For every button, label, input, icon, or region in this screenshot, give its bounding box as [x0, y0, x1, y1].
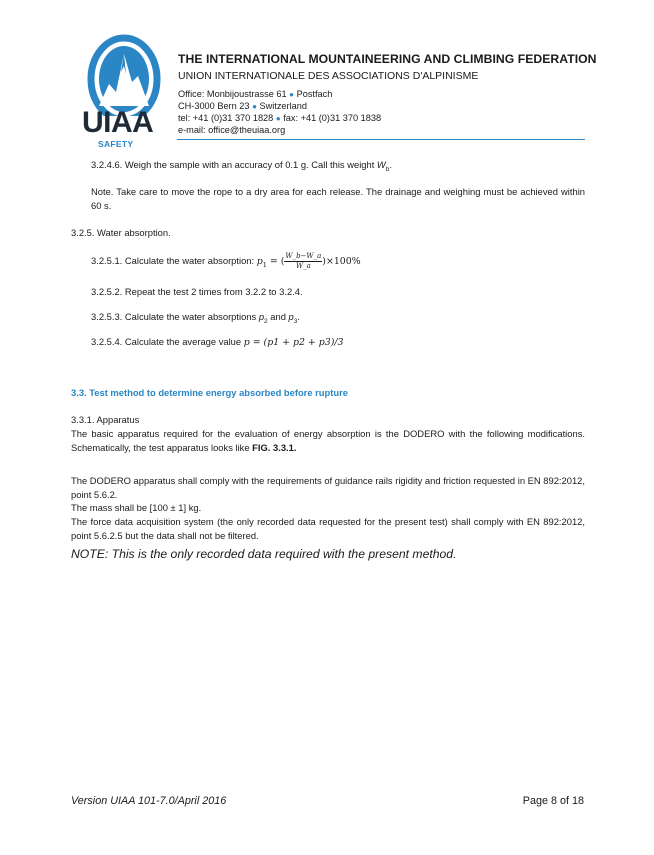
and-text: and	[267, 311, 289, 322]
para-text: 3.2.5.1. Calculate the water absorption:	[91, 254, 257, 266]
header-divider	[177, 139, 585, 140]
para-text: 3.2.5.4. Calculate the average value	[91, 336, 244, 347]
tel: tel: +41 (0)31 370 1828	[178, 113, 274, 123]
para-text: 3.2.4.6. Weigh the sample with an accuracy of 0.1 g. Call this weight	[91, 159, 377, 170]
address-country: Switzerland	[259, 101, 307, 111]
para-text: The basic apparatus required for the evaluation of energy absorption is the DODERO with the following modifications. Schematically, the test apparatus looks like	[71, 428, 585, 453]
safety-label: SAFETY	[98, 139, 134, 149]
weight-variable: W	[376, 159, 386, 170]
formula-lhs: p	[256, 255, 263, 267]
average-formula: p = (p1 + p2 + p3)/3	[243, 337, 344, 348]
uiaa-logo	[80, 32, 168, 150]
bullet-icon: ●	[252, 102, 257, 111]
address-line-1	[178, 89, 332, 99]
dodero-paragraph: The DODERO apparatus shall comply with the requirements of guidance rails rigidity and friction requested in EN 892:2012, point 5.6.2.	[71, 475, 585, 500]
var-p2-sub: 2	[264, 317, 268, 325]
email: e-mail: office@theuiaa.org	[178, 125, 286, 135]
formula-tail: ×100%	[325, 255, 361, 267]
logo-wordmark: UIAA	[82, 106, 154, 139]
force-paragraph: The force data acquisition system (the only recorded data requested for the present test) shall comply with EN 892:2012, point 5.6.2.5 but the data shall not be filtered.	[71, 516, 585, 541]
para-3-2-5-2: 3.2.5.2. Repeat the test 2 times from 3.2.2 to 3.2.4.	[91, 286, 303, 297]
apparatus-paragraph	[71, 427, 585, 454]
var-p2: p	[258, 311, 265, 322]
fraction-denominator: W_a	[295, 262, 311, 270]
org-title: THE INTERNATIONAL MOUNTAINEERING AND CLIMBING FEDERATION	[178, 52, 597, 66]
var-p3-sub: 3	[293, 317, 298, 325]
para-end: .	[389, 159, 393, 170]
para-3-2-5-1: 3.2.5.1. Calculate the water absorption: $p_1$ = ( $\frac{W\_b-W\_a}{W\_a}$ )×100%	[91, 252, 361, 270]
note-paragraph: Note. Take care to move the rope to a dry area for each release. The drainage and weighing must be achieved within 60 s.	[91, 186, 585, 211]
address-office: Office: Monbijoustrasse 61	[178, 89, 287, 99]
bullet-icon: ●	[275, 114, 281, 123]
note-recorded-data: NOTE: This is the only recorded data required with the present method.	[71, 547, 457, 561]
formula-fraction	[284, 252, 322, 271]
para-text: 3.2.5.3. Calculate the water absorptions	[91, 311, 259, 322]
formula-lhs-sub: 1	[262, 260, 267, 269]
para-3-2-5-3	[91, 310, 300, 328]
fax: fax: +41 (0)31 370 1838	[283, 113, 382, 123]
figure-reference: FIG. 3.3.1.	[252, 441, 297, 453]
address-city: CH-3000 Bern 23	[178, 101, 250, 111]
section-3-3-1: 3.3.1. Apparatus	[71, 414, 140, 425]
bullet-icon: ●	[289, 90, 295, 99]
para-end: .	[297, 311, 300, 322]
footer-version: Version UIAA 101-7.0/April 2016	[71, 795, 227, 807]
section-heading-3-3: 3.3. Test method to determine energy absorbed before rupture	[71, 387, 348, 398]
para-3-2-4-6	[91, 158, 392, 176]
fraction-numerator: W_b−W_a	[285, 252, 322, 260]
mass-paragraph: The mass shall be [100 ± 1] kg.	[71, 502, 202, 513]
para-3-2-5-4	[91, 335, 344, 350]
address-postfach: Postfach	[296, 89, 333, 99]
contact-line	[178, 113, 381, 123]
address-line-2	[178, 101, 307, 111]
var-p3: p	[288, 311, 294, 322]
footer-page-number: Page 8 of 18	[522, 795, 584, 807]
weight-subscript: b	[385, 165, 390, 173]
org-subtitle: UNION INTERNATIONALE DES ASSOCIATIONS D'ALPINISME	[178, 70, 479, 82]
section-3-2-5: 3.2.5. Water absorption.	[71, 227, 171, 238]
